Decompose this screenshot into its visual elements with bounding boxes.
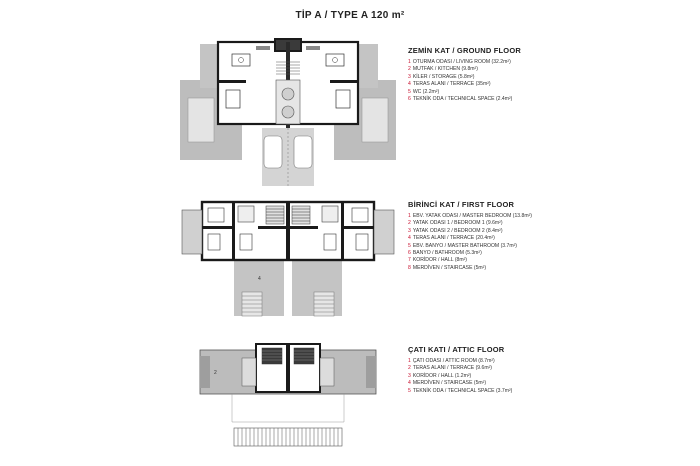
attic-terrace-number-label: 2 (214, 370, 217, 376)
attic-floor-legend (408, 345, 578, 395)
pool-left (188, 98, 214, 142)
room-item: 2 YATAK ODASI 1 / BEDROOM 1 (9.6m²) (408, 220, 503, 227)
terrace-number-label: 4 (258, 276, 261, 282)
room-item: 3 KORİDOR / HALL (1.2m²) (408, 372, 472, 379)
page-title: TİP A / TYPE A 120 m² (295, 10, 405, 21)
room-item: 3 YATAK ODASI 2 / BEDROOM 2 (8.4m²) (408, 227, 503, 234)
room-item: 8 MERDİVEN / STAIRCASE (5m²) (408, 264, 487, 271)
room-item: 1 OTURMA ODASI / LIVING ROOM (32.2m²) (408, 59, 511, 65)
ground-floor-plan (178, 32, 398, 190)
room-item: 1 EBV. YATAK ODASI / MASTER BEDROOM (13.8m²) (408, 213, 533, 219)
room-item: 5 EBV. BANYO / MASTER BATHROOM (3.7m²) (408, 242, 517, 249)
ground-floor-legend (408, 46, 578, 103)
attic-floor-heading: ÇATI KATI / ATTIC FLOOR (408, 345, 505, 354)
room-item: 7 KORİDOR / HALL (8m²) (408, 257, 467, 264)
ground-floor-heading: ZEMİN KAT / GROUND FLOOR (408, 46, 521, 55)
room-item: 4 TERAS ALANI / TERRACE (20.4m²) (408, 235, 495, 242)
first-floor-plan (178, 196, 398, 320)
room-item: 5 TEKNİK ODA / TECHNICAL SPACE (3.7m²) (408, 387, 513, 394)
room-item: 2 MUTFAK / KITCHEN (9.8m²) (408, 66, 478, 73)
room-item: 4 MERDİVEN / STAIRCASE (5m²) (408, 380, 487, 387)
room-item: 6 TEKNİK ODA / TECHNICAL SPACE (2.4m²) (408, 96, 513, 103)
room-item: 3 KİLER / STORAGE (5.8m²) (408, 73, 475, 80)
pool-right (362, 98, 388, 142)
room-item: 1 ÇATI ODASI / ATTIC ROOM (8.7m²) (408, 358, 495, 364)
first-floor-heading: BİRİNCİ KAT / FIRST FLOOR (408, 200, 515, 209)
attic-floor-plan (178, 338, 398, 458)
room-item: 6 BANYO / BATHROOM (5.3m²) (408, 250, 482, 257)
room-item: 2 TERAS ALANI / TERRACE (9.6m²) (408, 365, 493, 372)
room-item: 5 WC (2.2m²) (408, 88, 440, 95)
first-floor-legend (408, 200, 578, 272)
room-item: 4 TERAS ALANI / TERRACE (35m²) (408, 81, 491, 88)
